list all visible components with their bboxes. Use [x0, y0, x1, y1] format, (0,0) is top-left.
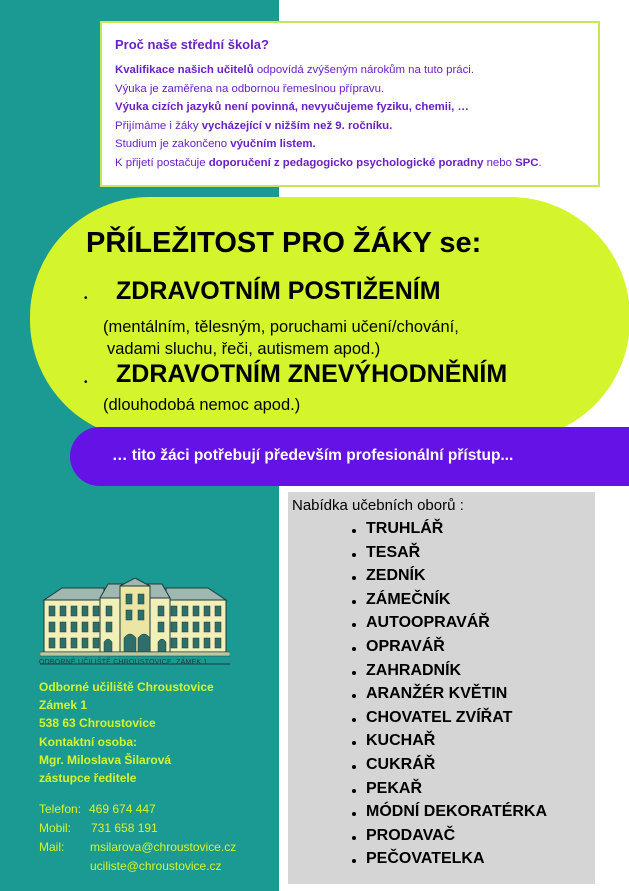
contact-person: Mgr. Miloslava Šilarová: [39, 752, 172, 767]
list-item: PEČOVATELKA: [346, 850, 547, 874]
chateau-building-icon: [40, 578, 230, 668]
disability-description: (mentálním, tělesným, poruchami učení/chování, vadami sluchu, řeči, autismem apod.): [103, 318, 459, 358]
list-item: ZAHRADNÍK: [346, 662, 547, 686]
list-item: PEKAŘ: [346, 780, 547, 804]
mobile-number[interactable]: 731 658 191: [91, 821, 158, 835]
contact-person-label: Kontaktní osoba:: [39, 734, 137, 749]
banner-text: … tito žáci potřebují především profesionální přístup...: [112, 447, 514, 464]
disability-heading: ZDRAVOTNÍM POSTIŽENÍM: [116, 277, 441, 305]
infobox-line-1: Kvalifikace našich učitelů odpovídá zvýšeným nárokům na tuto práci.: [115, 64, 474, 76]
opportunity-headline: PŘÍLEŽITOST PRO ŽÁKY se:: [86, 227, 482, 259]
contact-role: zástupce ředitele: [39, 771, 137, 786]
infobox-line-5: Studium je zakončeno výučním listem.: [115, 138, 316, 150]
list-item: TRUHLÁŘ: [346, 520, 547, 544]
city: 538 63 Chroustovice: [39, 716, 156, 731]
infobox-line-2: Výuka je zaměřena na odbornou řemeslnou přípravu.: [115, 82, 385, 95]
list-item: ARANŽÉR KVĚTIN: [346, 685, 547, 709]
email-link-1[interactable]: msilarova@chroustovice.cz: [90, 840, 237, 854]
contact-address: [39, 678, 214, 787]
school-name: Odborné učiliště Chroustovice: [39, 680, 214, 694]
fields-list: [346, 520, 547, 874]
list-item: MÓDNÍ DEKORATÉRKA: [346, 803, 547, 827]
phone-label: Telefon:: [39, 802, 82, 816]
disadvantage-description: (dlouhodobá nemoc apod.): [103, 396, 301, 414]
fields-title: Nabídka učebních oborů :: [292, 497, 464, 514]
disadvantage-heading: ZDRAVOTNÍM ZNEVÝHODNĚNÍM: [116, 360, 508, 388]
mail-label: Mail:: [39, 840, 65, 854]
why-our-school-box: [100, 21, 600, 187]
infobox-line-3: Výuka cizích jazyků není povinná, nevyučujeme fyziku, chemii, …: [115, 101, 469, 113]
street: Zámek 1: [39, 698, 88, 713]
list-item: KUCHAŘ: [346, 732, 547, 756]
infobox-line-6: K přijetí postačuje doporučení z pedagogicko psychologické poradny nebo SPC.: [115, 156, 542, 169]
logo-caption: ODBORNÉ UČILIŠTĚ CHROUSTOVICE, ZÁMEK 1: [39, 659, 208, 666]
list-item: TESAŘ: [346, 544, 547, 568]
list-item: CHOVATEL ZVÍŘAT: [346, 709, 547, 733]
bullet-icon: •: [84, 293, 88, 304]
list-item: OPRAVÁŘ: [346, 638, 547, 662]
professional-approach-banner: [70, 427, 629, 486]
fields-of-study-panel: [288, 492, 595, 884]
list-item: ZEDNÍK: [346, 567, 547, 591]
list-item: AUTOOPRAVÁŘ: [346, 614, 547, 638]
list-item: CUKRÁŘ: [346, 756, 547, 780]
bullet-icon: •: [84, 377, 88, 388]
list-item: ZÁMEČNÍK: [346, 591, 547, 615]
phone-number[interactable]: 469 674 447: [89, 802, 156, 816]
infobox-title: Proč naše střední škola?: [115, 37, 269, 52]
infobox-line-4: Přijímáme i žáky vycházející v nižším než 9. ročníku.: [115, 119, 393, 132]
opportunity-section: [30, 197, 629, 440]
list-item: PRODAVAČ: [346, 827, 547, 851]
mobile-label: Mobil:: [39, 821, 72, 835]
email-link-2[interactable]: uciliste@chroustovice.cz: [90, 859, 222, 873]
